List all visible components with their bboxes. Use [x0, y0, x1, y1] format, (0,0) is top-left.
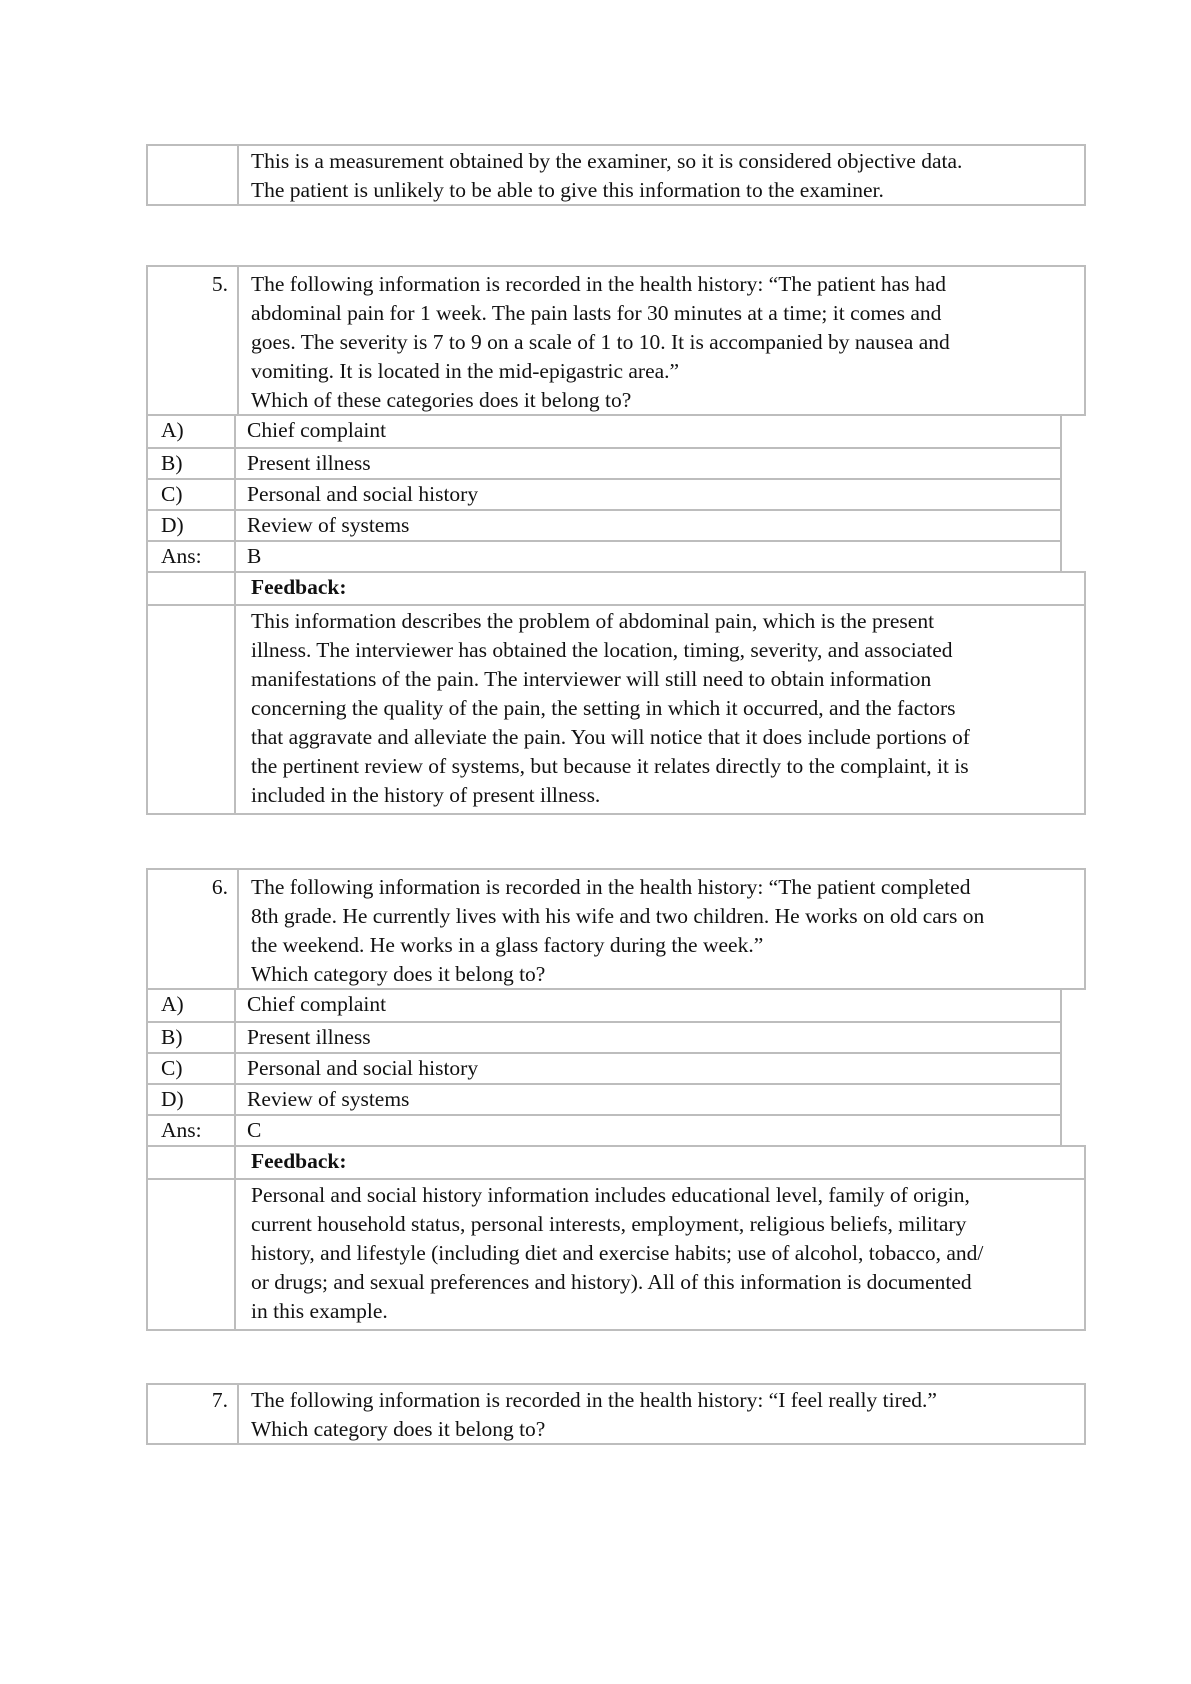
text-line: included in the history of present illness. [251, 783, 601, 807]
option-label: A) [161, 992, 184, 1016]
empty-cell [148, 1147, 234, 1178]
empty-number-cell [148, 146, 237, 204]
text-line: The following information is recorded in the health history: “I feel really tired.” [251, 1388, 937, 1412]
options-table [146, 990, 1062, 1147]
question-stem [237, 1385, 1084, 1443]
text-line: Which category does it belong to? [251, 962, 546, 986]
text-line: concerning the quality of the pain, the setting in which it occurred, and the factors [251, 696, 956, 720]
option-text: Chief complaint [234, 416, 1060, 447]
question-number: 5. [211, 272, 228, 296]
question-6 [146, 868, 1086, 1331]
option-d-row [148, 509, 1060, 540]
text-line: that aggravate and alleviate the pain. You will notice that it does include portions of [251, 725, 970, 749]
option-text: Present illness [234, 1023, 1060, 1052]
option-label: A) [161, 418, 184, 442]
option-text: Present illness [234, 449, 1060, 478]
feedback-heading: Feedback: [234, 573, 1084, 604]
question-stem-row [146, 868, 1086, 990]
question-number: 6. [211, 875, 228, 899]
question-stem [237, 267, 1084, 414]
option-text: Chief complaint [234, 990, 1060, 1021]
text-line: Which of these categories does it belong to? [251, 388, 632, 412]
answer-value: C [234, 1116, 1060, 1145]
text-line: illness. The interviewer has obtained the location, timing, severity, and associated [251, 638, 953, 662]
text-line: the pertinent review of systems, but because it relates directly to the complaint, it is [251, 754, 969, 778]
option-text: Review of systems [234, 511, 1060, 540]
option-label: D) [161, 1087, 184, 1111]
text-line: Which category does it belong to? [251, 1417, 546, 1441]
feedback-table [146, 571, 1086, 815]
text-line: the weekend. He works in a glass factory during the week.” [251, 933, 764, 957]
feedback-body [234, 606, 1084, 813]
answer-label: Ans: [161, 544, 202, 568]
answer-row [148, 540, 1060, 571]
answer-row [148, 1114, 1060, 1145]
feedback-body-row [148, 604, 1084, 813]
feedback-body-row [148, 1178, 1084, 1329]
text-line: or drugs; and sexual preferences and history). All of this information is documented [251, 1270, 972, 1294]
option-a-row [148, 416, 1060, 447]
text-line: This is a measurement obtained by the examiner, so it is considered objective data. [251, 149, 963, 173]
option-text: Review of systems [234, 1085, 1060, 1114]
text-line: abdominal pain for 1 week. The pain lasts for 30 minutes at a time; it comes and [251, 301, 942, 325]
option-c-row [148, 478, 1060, 509]
options-table [146, 416, 1062, 573]
option-label: B) [161, 1025, 183, 1049]
question-stem [237, 870, 1084, 988]
option-text: Personal and social history [234, 1054, 1060, 1083]
feedback-heading: Feedback: [234, 1147, 1084, 1178]
empty-cell [148, 573, 234, 604]
option-b-row [148, 447, 1060, 478]
option-c-row [148, 1052, 1060, 1083]
feedback-body [234, 1180, 1084, 1329]
text-line: This information describes the problem of abdominal pain, which is the present [251, 609, 935, 633]
text-line: in this example. [251, 1299, 388, 1323]
feedback-text [237, 146, 1084, 204]
option-text: Personal and social history [234, 480, 1060, 509]
feedback-heading-row [148, 573, 1084, 604]
question-number: 7. [211, 1388, 228, 1412]
text-line: The patient is unlikely to be able to give this information to the examiner. [251, 178, 884, 202]
text-line: goes. The severity is 7 to 9 on a scale of 1 to 10. It is accompanied by nausea and [251, 330, 950, 354]
question-stem-row [146, 265, 1086, 416]
text-line: manifestations of the pain. The interviewer will still need to obtain information [251, 667, 932, 691]
option-label: C) [161, 482, 183, 506]
answer-label: Ans: [161, 1118, 202, 1142]
feedback-heading-row [148, 1147, 1084, 1178]
text-line: vomiting. It is located in the mid-epigastric area.” [251, 359, 680, 383]
text-line: history, and lifestyle (including diet and exercise habits; use of alcohol, tobacco, and/ [251, 1241, 984, 1265]
question-5 [146, 265, 1086, 815]
text-line: 8th grade. He currently lives with his wife and two children. He works on old cars on [251, 904, 985, 928]
option-d-row [148, 1083, 1060, 1114]
text-line: current household status, personal interests, employment, religious beliefs, military [251, 1212, 967, 1236]
text-line: The following information is recorded in the health history: “The patient has had [251, 272, 946, 296]
option-label: D) [161, 513, 184, 537]
text-line: The following information is recorded in the health history: “The patient completed [251, 875, 971, 899]
empty-cell [148, 1180, 234, 1329]
answer-value: B [234, 542, 1060, 571]
empty-cell [148, 606, 234, 813]
question-4-feedback-box [146, 144, 1086, 206]
question-7 [146, 1383, 1086, 1445]
text-line: Personal and social history information includes educational level, family of origin, [251, 1183, 970, 1207]
option-label: B) [161, 451, 183, 475]
feedback-table [146, 1145, 1086, 1331]
option-a-row [148, 990, 1060, 1021]
option-b-row [148, 1021, 1060, 1052]
option-label: C) [161, 1056, 183, 1080]
question-stem-row [146, 1383, 1086, 1445]
